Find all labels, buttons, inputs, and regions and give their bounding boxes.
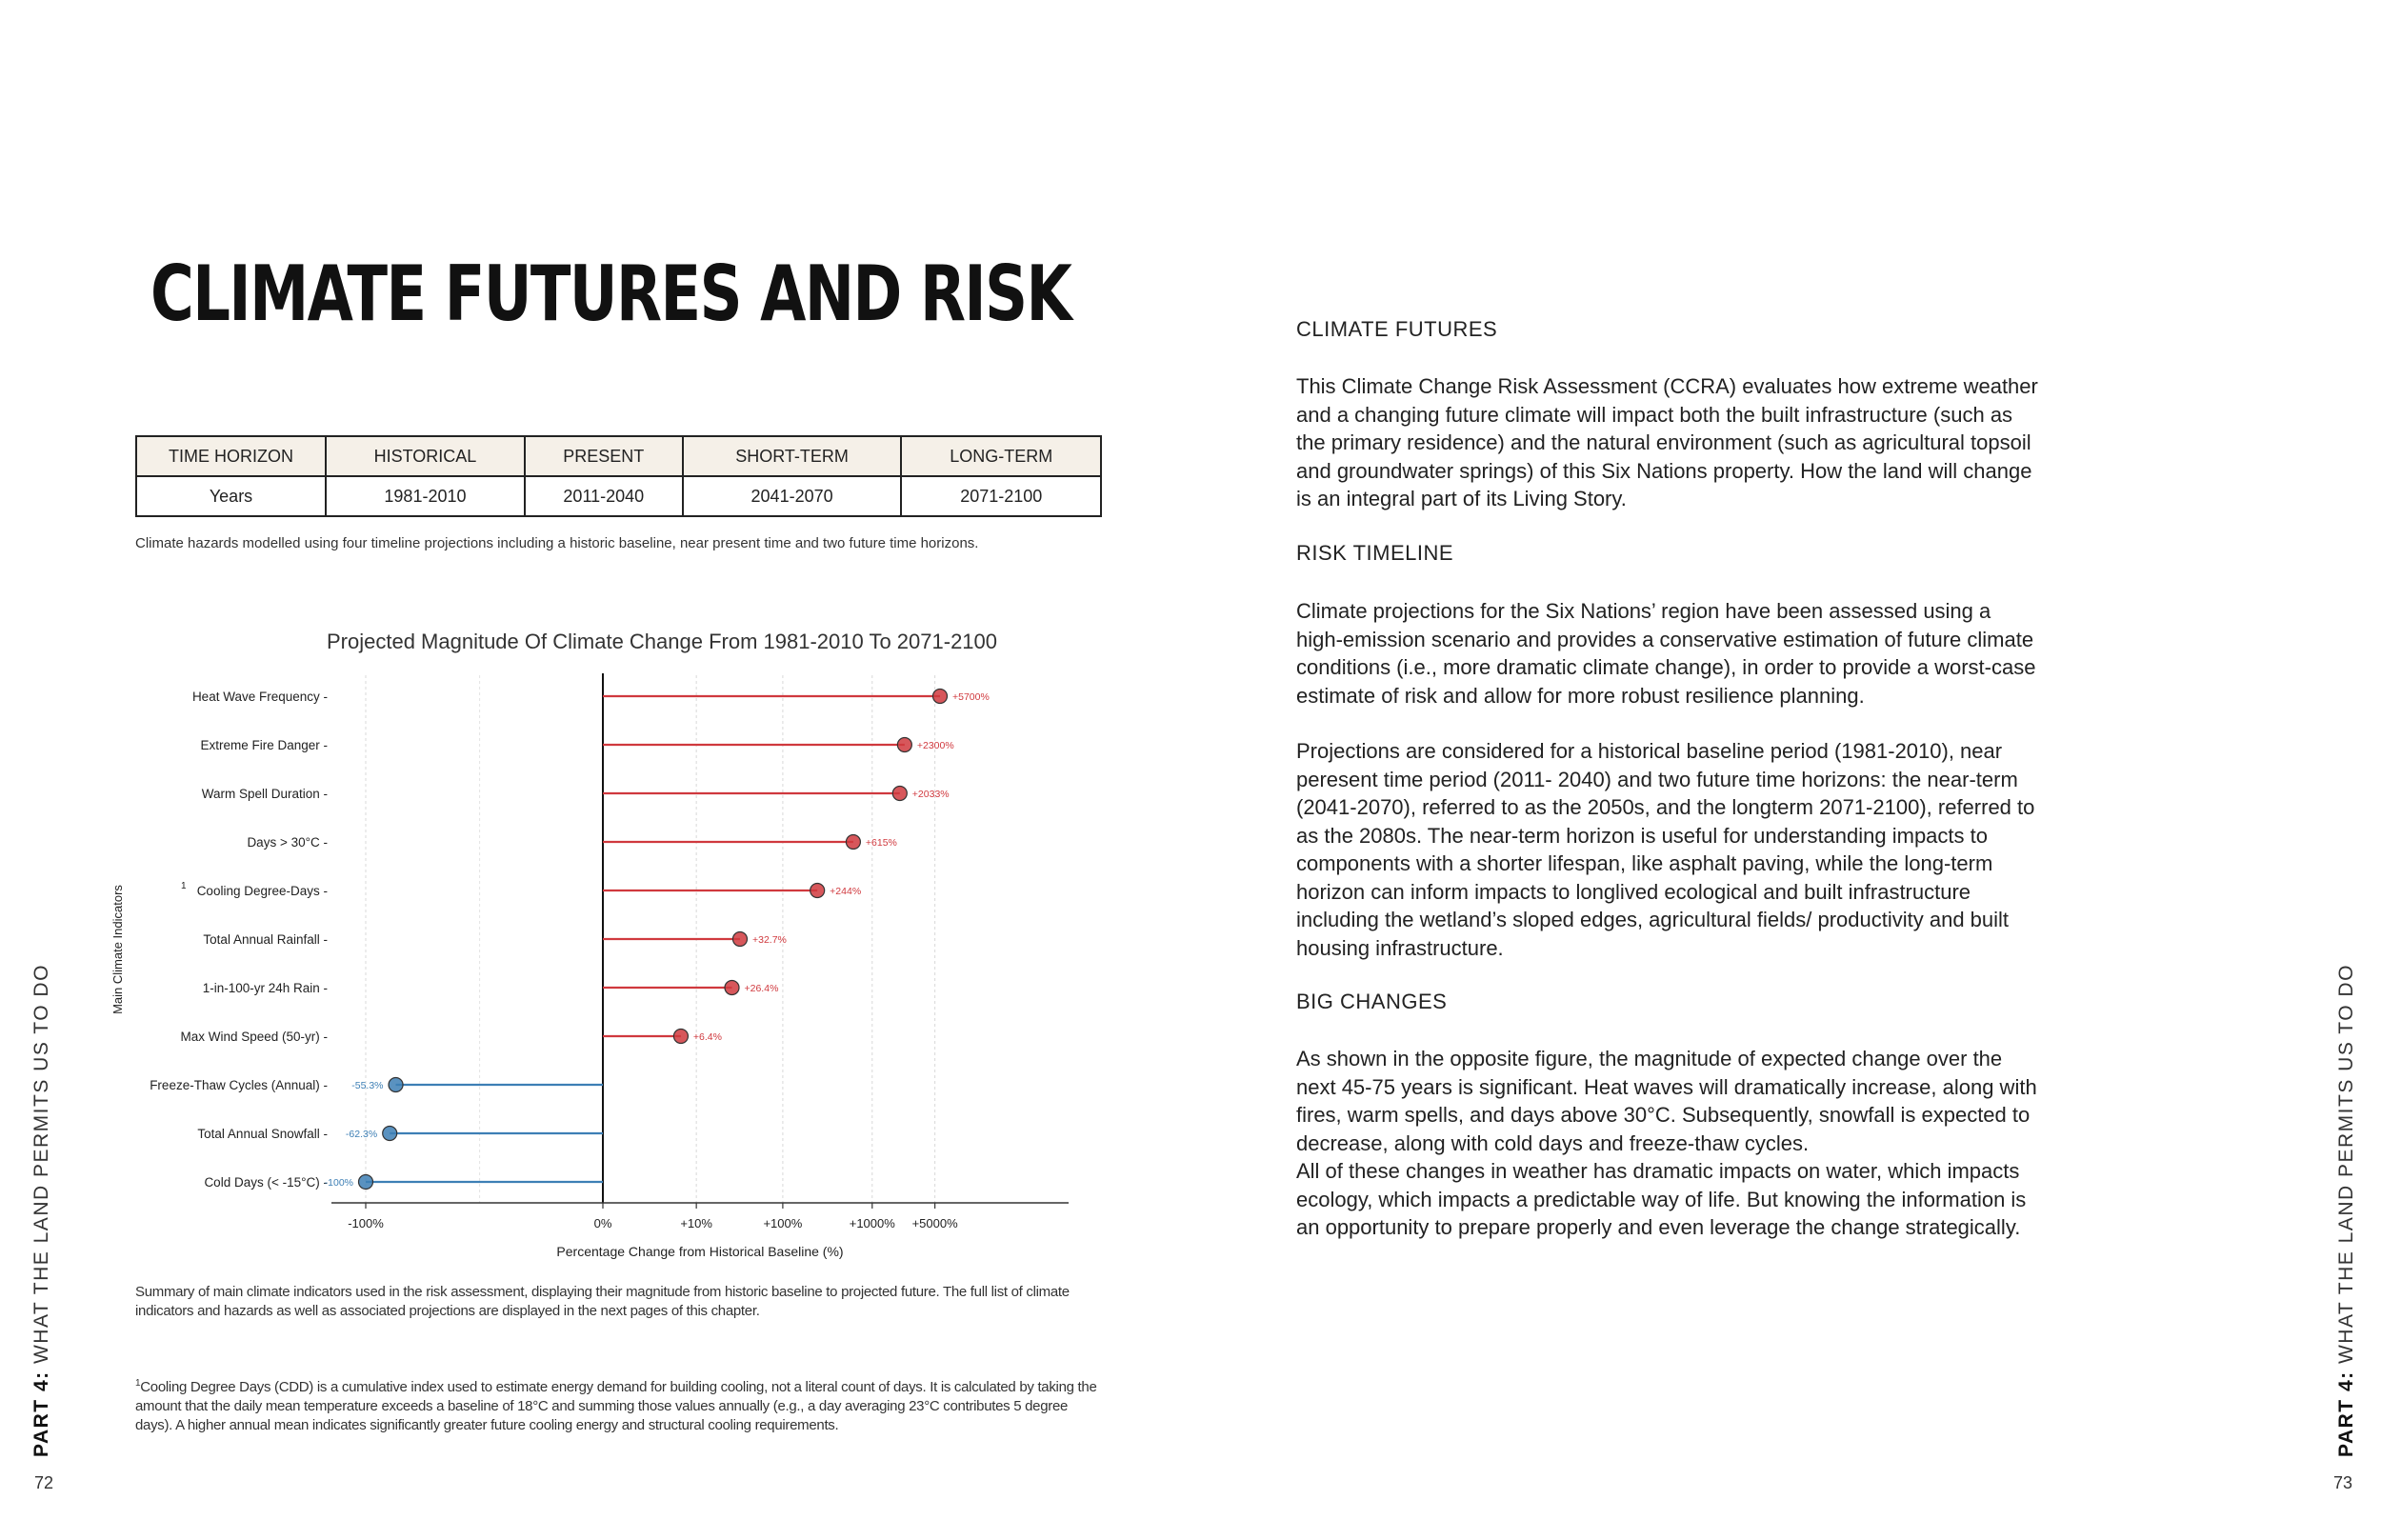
data-label: -62.3%: [345, 1129, 378, 1140]
data-label: +32.7%: [751, 934, 787, 946]
lollipop-dot: [897, 738, 911, 752]
section-part-title: WHAT THE LAND PERMITS US TO DO: [2335, 964, 2357, 1371]
table-header-cell: SHORT-TERM: [683, 436, 902, 476]
y-axis-label: Main Climate Indicators: [110, 885, 125, 1014]
paragraph-text: This Climate Change Risk Assessment (CCRA) evaluates how extreme weather and a changing future climate will impact both the built infrastructure (such as the primary residence) and the natural environment (such as agricultural topsoil and groundwater springs) of this Six Nations property. How the land will change is an integral part of its Living Story.: [1296, 374, 2038, 510]
indicator-label: Warm Spell Duration -: [201, 787, 328, 801]
data-label: +6.4%: [692, 1031, 723, 1043]
paragraph-big-changes: [1296, 1045, 2039, 1242]
lollipop-dot: [810, 884, 825, 898]
lollipop-dot: [892, 787, 907, 801]
page-title: CLIMATE FUTURES AND RISK: [150, 250, 1071, 338]
indicator-label: Heat Wave Frequency -: [191, 690, 328, 704]
indicator-label: 1-in-100-yr 24h Rain -: [202, 981, 328, 995]
section-part-number: PART 4:: [2335, 1370, 2357, 1457]
data-label: +2033%: [911, 789, 950, 800]
lollipop-dot: [732, 932, 747, 947]
chart-title: Projected Magnitude Of Climate Change From 1981-2010 To 2071-2100: [326, 630, 998, 653]
data-label: +5700%: [951, 691, 990, 703]
section-part-number: PART 4:: [30, 1370, 52, 1457]
indicator-label: Max Wind Speed (50-yr) -: [180, 1030, 328, 1044]
data-label: +244%: [830, 886, 862, 897]
time-horizon-table: [135, 435, 1102, 517]
paragraph-text: Projections are considered for a historical baseline period (1981-2010), near peresent time period (2011- 2040) and two future time horizons: the near-term (2041-2070), referred to as the 2050s, and the longterm 2071-2100), referred to as the 2080s. The near-term horizon is useful for understanding impacts to components with a shorter lifespan, like asphalt paving, while the long-term horizon can inform impacts to longlived ecological and built infrastructure including the wetland’s sloped edges, agricultural fields/ productivity and built housing infrastructure.: [1296, 739, 2035, 960]
climate-change-chart: [105, 614, 1133, 1271]
left-page: [0, 0, 1190, 1540]
table-cell: Years: [136, 476, 326, 516]
lollipop-dot: [359, 1175, 373, 1190]
data-label: +615%: [865, 837, 897, 849]
page-number: 72: [34, 1473, 54, 1492]
indicator-label: Total Annual Snowfall -: [197, 1127, 328, 1141]
x-tick-label: +100%: [763, 1216, 803, 1230]
indicator-label: Extreme Fire Danger -: [200, 738, 328, 752]
heading-big-changes: BIG CHANGES: [1296, 990, 1448, 1013]
table-cell: 2071-2100: [901, 476, 1101, 516]
indicator-label: Total Annual Rainfall -: [203, 932, 328, 947]
section-side-label: [30, 964, 53, 1457]
footnote: [135, 1374, 1107, 1435]
chart-caption: Summary of main climate indicators used in the risk assessment, displaying their magnitude from historic baseline to projected future. The full list of climate indicators and hazards as well as associated projections are displayed in the next pages of this chapter.: [135, 1284, 1070, 1319]
data-label: -100%: [324, 1177, 353, 1189]
x-tick-label: +10%: [680, 1216, 712, 1230]
indicator-label: Days > 30°C -: [247, 835, 328, 850]
table-header-cell: TIME HORIZON: [136, 436, 326, 476]
paragraph-text: All of these changes in weather has dramatic impacts on water, which impacts ecology, which impacts a predictable way of life. But knowing the information is an opportunity to prepare properly and even leverage the change strategically.: [1296, 1159, 2027, 1239]
indicator-label: Cooling Degree-Days -: [196, 884, 328, 898]
section-side-label: [2335, 964, 2358, 1457]
indicator-label: Cold Days (< -15°C) -: [204, 1175, 328, 1190]
page-number: 73: [2333, 1473, 2353, 1492]
footnote-text: Cooling Degree Days (CDD) is a cumulative index used to estimate energy demand for building cooling, not a literal count of days. It is calculated by taking the amount that the daily mean temperature exceeds a baseline of 18°C and summing those values annually (e.g., a day averaging 23°C contributes 5 degree days). A higher annual mean indicates significantly greater future cooling energy and structural cooling requirements.: [135, 1379, 1097, 1433]
lollipop-dot: [846, 835, 860, 850]
chart-svg: [105, 614, 1133, 1271]
lollipop-dot: [389, 1078, 403, 1092]
table-caption: Climate hazards modelled using four timeline projections including a historic baseline, near present time and two future time horizons.: [135, 535, 979, 551]
table-header-row: [136, 436, 1101, 476]
footnote-marker: 1: [181, 881, 187, 891]
data-label: +26.4%: [744, 983, 779, 994]
table-header-cell: PRESENT: [525, 436, 683, 476]
table-row: [136, 476, 1101, 516]
paragraph-time-horizons: [1296, 737, 2039, 962]
paragraph-projections-scenario: [1296, 597, 2039, 710]
paragraph-text: As shown in the opposite figure, the magnitude of expected change over the next 45-75 years is significant. Heat waves will dramatically increase, along with fires, warm spells, and days above 30°C. Subsequently, snowfall is expected to decrease, along with cold days and freeze-thaw cycles.: [1296, 1047, 2037, 1155]
table-cell: 2041-2070: [683, 476, 902, 516]
x-axis-label: Percentage Change from Historical Baseline (%): [556, 1244, 844, 1259]
x-tick-label: +5000%: [911, 1216, 958, 1230]
x-tick-label: 0%: [593, 1216, 612, 1230]
lollipop-dot: [383, 1127, 397, 1141]
paragraph-ccra: [1296, 372, 2039, 513]
table-header-cell: LONG-TERM: [901, 436, 1101, 476]
heading-risk-timeline: RISK TIMELINE: [1296, 541, 1454, 565]
x-tick-label: +1000%: [849, 1216, 895, 1230]
table-header-cell: HISTORICAL: [326, 436, 525, 476]
data-label: +2300%: [916, 740, 954, 751]
x-tick-label: -100%: [348, 1216, 384, 1230]
data-label: -55.3%: [351, 1080, 384, 1091]
lollipop-dot: [725, 981, 739, 995]
indicator-label: Freeze-Thaw Cycles (Annual) -: [150, 1078, 328, 1092]
lollipop-dot: [932, 690, 947, 704]
heading-climate-futures: CLIMATE FUTURES: [1296, 317, 1498, 341]
table-cell: 1981-2010: [326, 476, 525, 516]
lollipop-dot: [673, 1030, 688, 1044]
paragraph-text: Climate projections for the Six Nations’ region have been assessed using a high-emission scenario and provides a conservative estimation of future climate conditions (i.e., more dramatic climate change), in order to provide a worst-case estimate of risk and allow for more robust resilience planning.: [1296, 599, 2036, 708]
table-cell: 2011-2040: [525, 476, 683, 516]
footnote-marker: 1: [135, 1378, 141, 1389]
section-part-title: WHAT THE LAND PERMITS US TO DO: [30, 964, 52, 1371]
